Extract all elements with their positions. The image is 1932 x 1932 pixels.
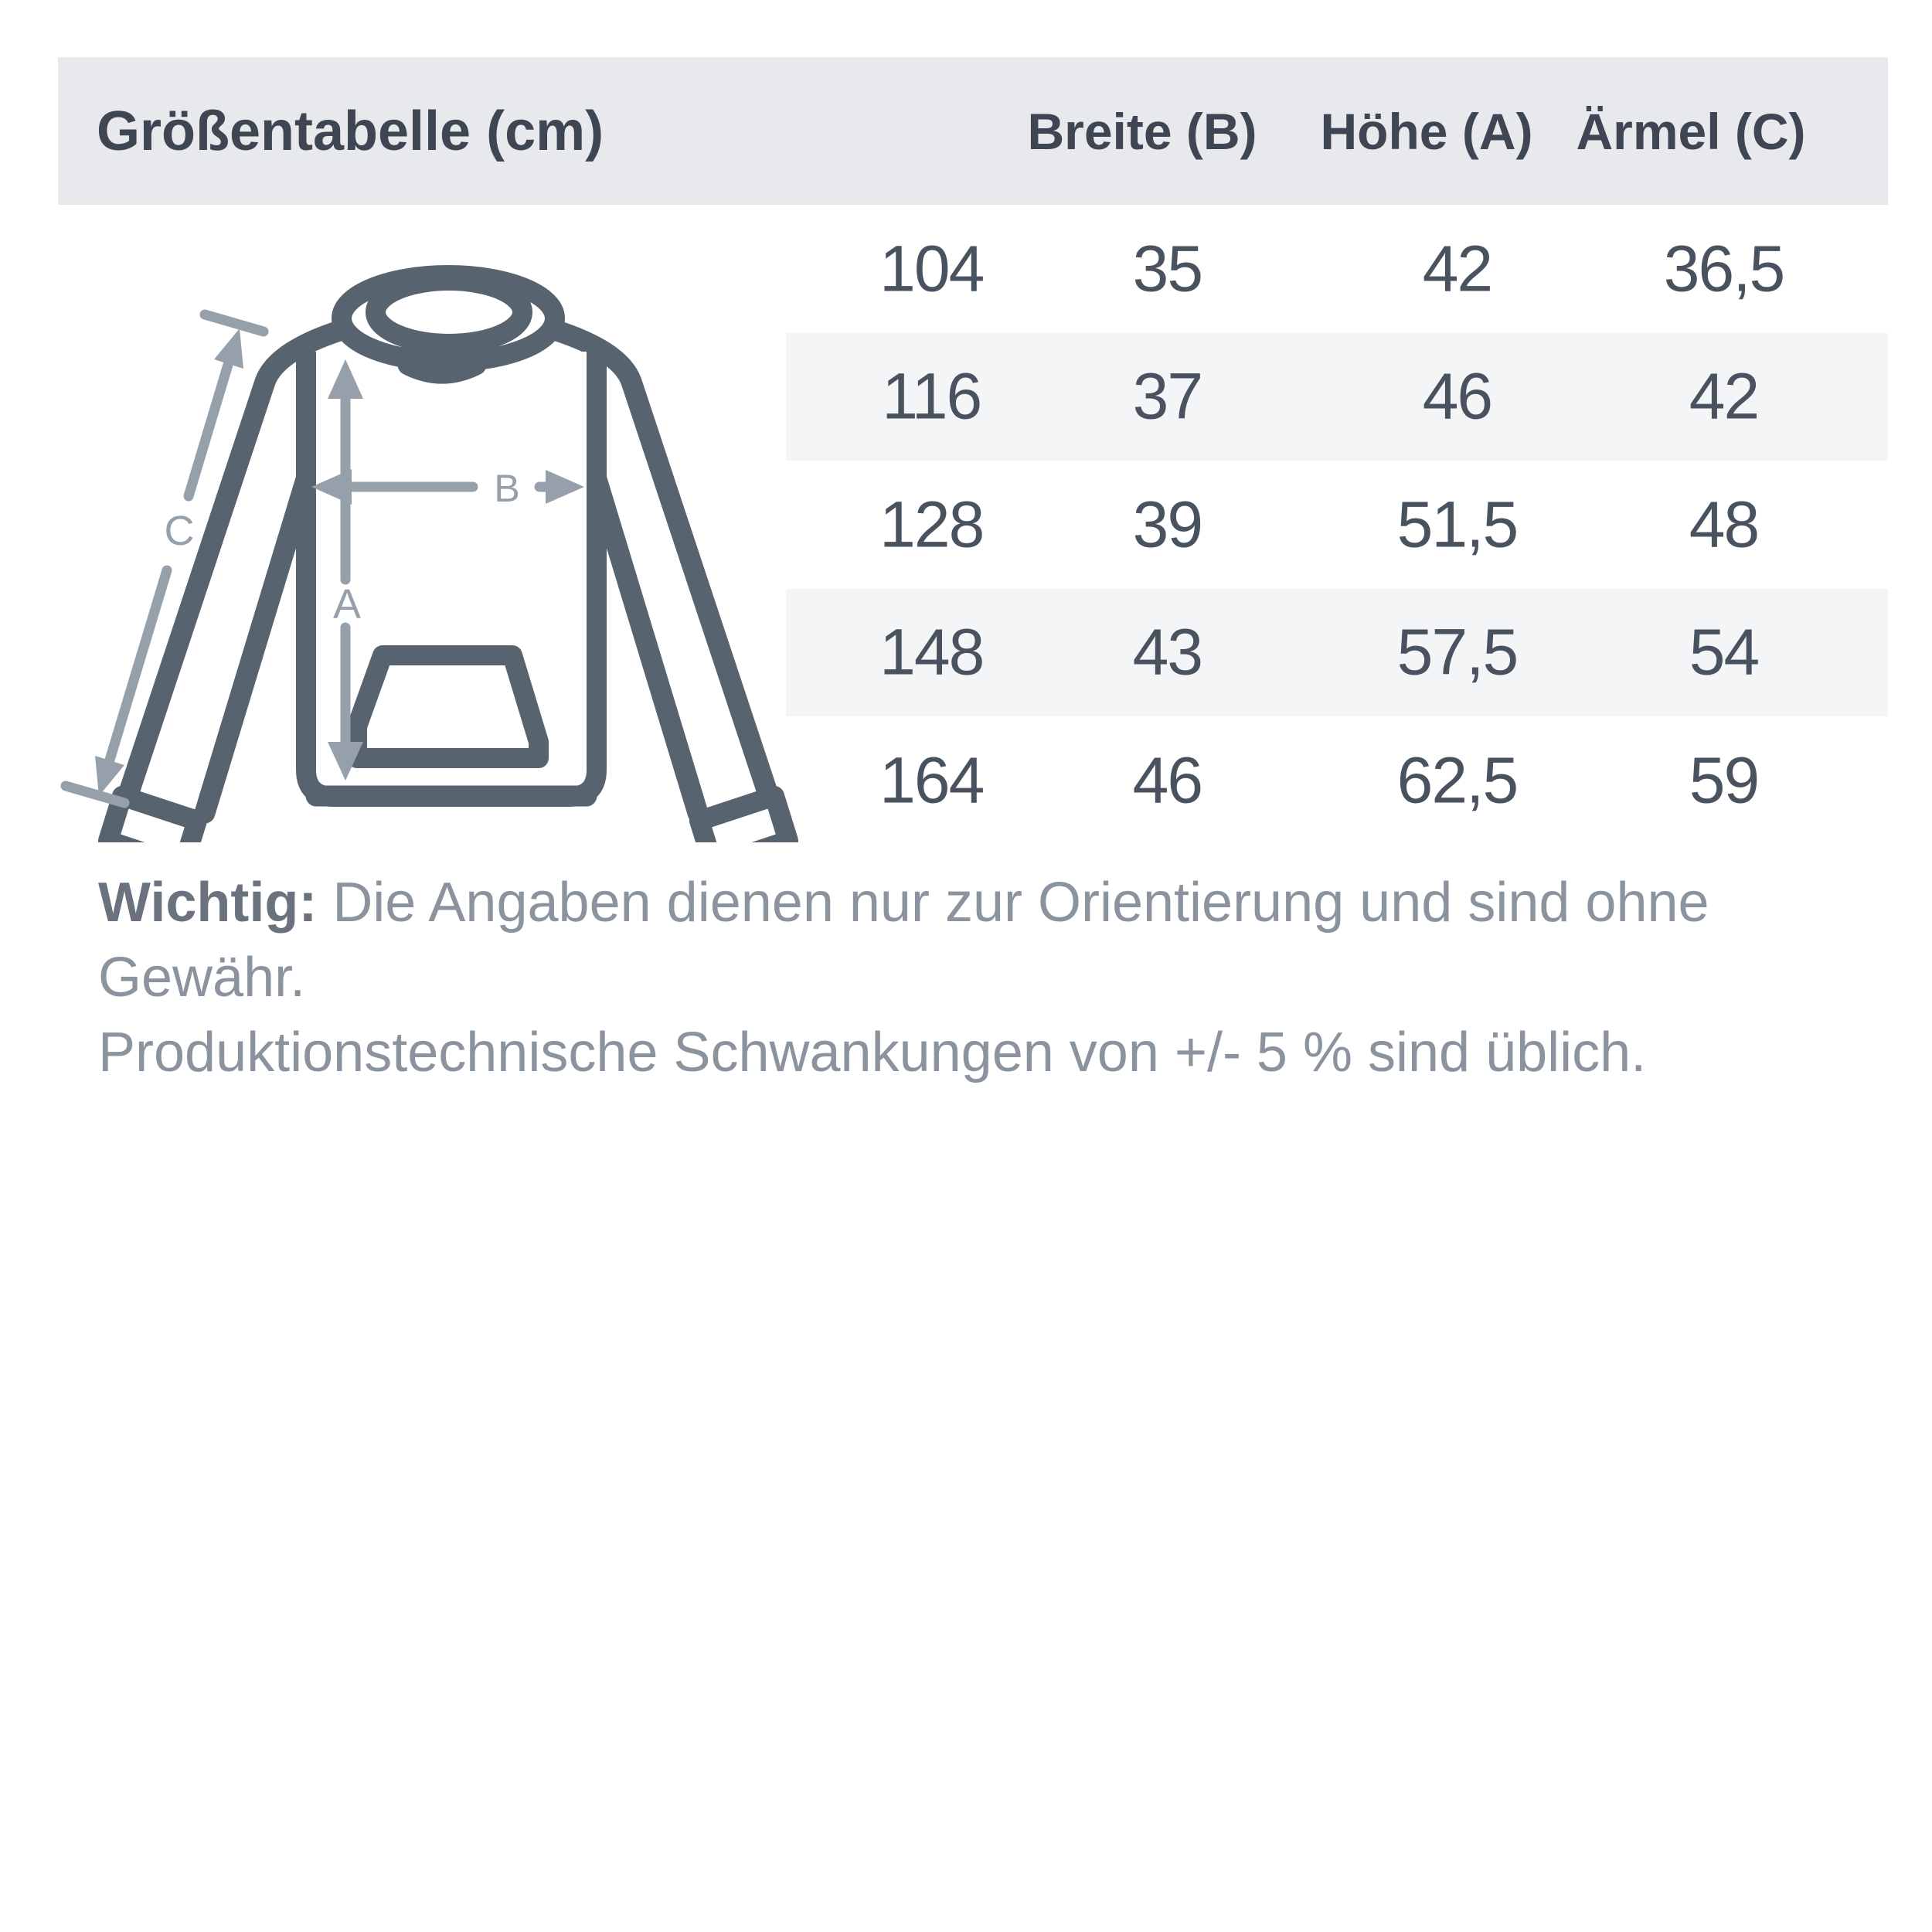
table-cell: 116 — [882, 359, 981, 433]
measure-c-label: C — [164, 508, 195, 554]
hoodie-kangaroo-pocket — [357, 655, 539, 758]
page-title: Größentabelle (cm) — [97, 100, 604, 162]
table-row — [786, 716, 1888, 845]
disclaimer-line-2: Produktionstechnische Schwankungen von +/- 5 % sind üblich. — [98, 1022, 1647, 1083]
table-cell: 128 — [879, 488, 984, 561]
table-cell: 104 — [879, 232, 984, 305]
table-cell: 46 — [1422, 359, 1492, 433]
size-table — [786, 205, 1888, 845]
hoodie-right-cuff — [699, 796, 788, 842]
hood-neck-dip — [408, 365, 476, 373]
table-cell: 39 — [1132, 488, 1202, 561]
disclaimer-note — [98, 866, 1891, 1090]
table-cell: 42 — [1422, 232, 1492, 305]
hood-inner-ring — [376, 281, 522, 344]
disclaimer-label: Wichtig: — [98, 872, 318, 934]
table-cell: 51,5 — [1396, 488, 1518, 561]
table-cell: 46 — [1132, 743, 1202, 817]
disclaimer-text-1: Die Angaben dienen nur zur Orientierung und sind ohne Gewähr. — [98, 872, 1709, 1009]
hoodie-measurement-diagram — [46, 255, 804, 842]
table-cell: 43 — [1132, 615, 1202, 689]
measure-a-label: A — [332, 581, 362, 628]
table-cell: 35 — [1132, 232, 1202, 305]
table-cell: 36,5 — [1663, 232, 1784, 305]
table-cell: 62,5 — [1396, 743, 1518, 817]
disclaimer-line-1 — [98, 866, 1891, 1015]
table-cell: 37 — [1132, 359, 1202, 433]
table-cell: 57,5 — [1396, 615, 1518, 689]
table-cell: 59 — [1689, 743, 1759, 817]
column-header-breite: Breite (B) — [1027, 102, 1257, 160]
measure-b-label: B — [494, 467, 520, 510]
column-header-hoehe: Höhe (A) — [1320, 102, 1533, 160]
table-row — [786, 333, 1888, 461]
measure-c-arrowhead-top — [214, 328, 243, 369]
table-row — [786, 205, 1888, 333]
table-cell: 48 — [1689, 488, 1759, 561]
table-row — [786, 461, 1888, 589]
size-chart-header-bar — [58, 57, 1888, 205]
table-row — [786, 589, 1888, 717]
table-cell: 42 — [1689, 359, 1759, 433]
table-cell: 54 — [1689, 615, 1759, 689]
measure-c-end-tick-top — [205, 315, 264, 332]
table-cell: 148 — [879, 615, 984, 689]
column-header-aermel: Ärmel (C) — [1576, 102, 1806, 160]
table-cell: 164 — [879, 743, 984, 817]
